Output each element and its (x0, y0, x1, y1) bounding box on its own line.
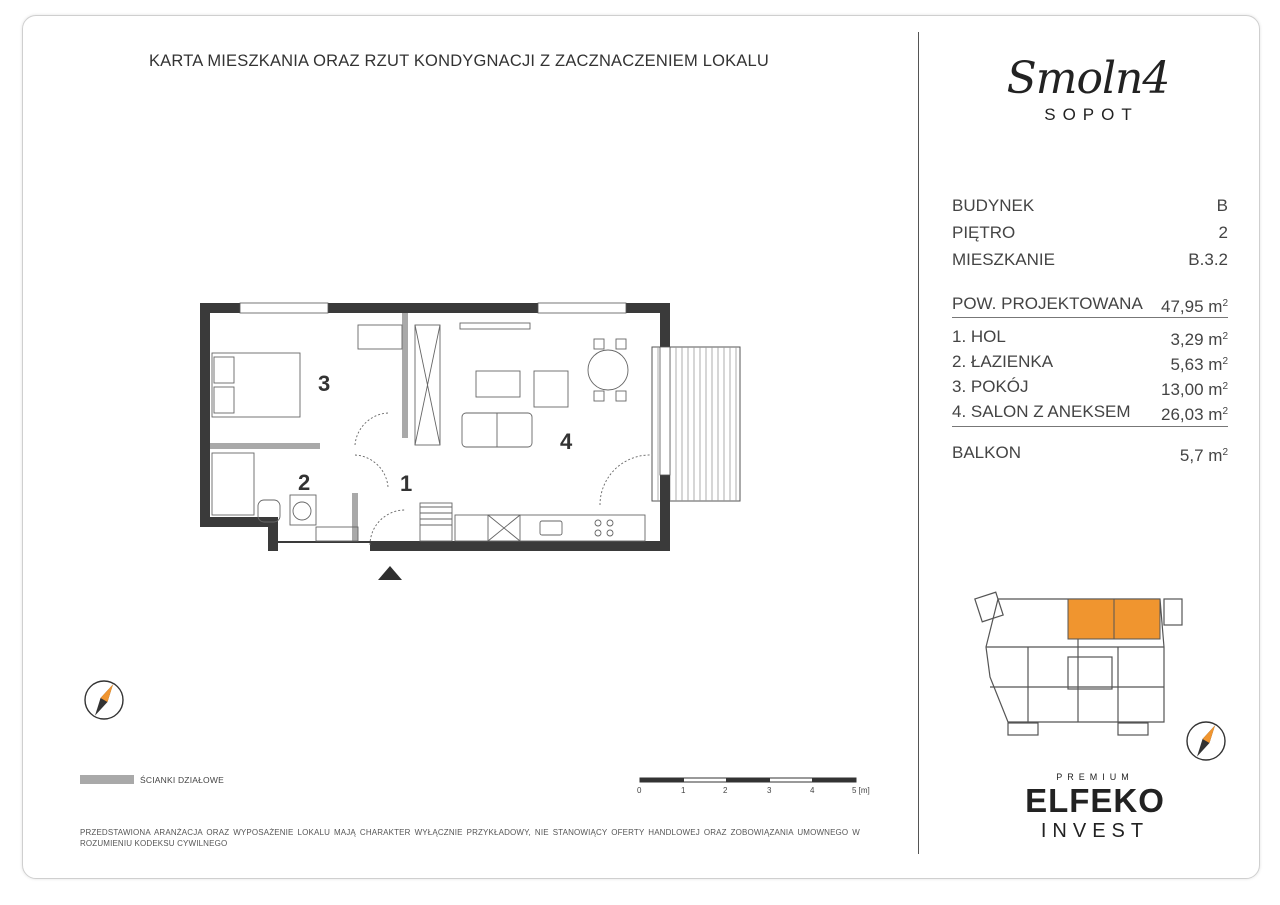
building-label: BUDYNEK (952, 196, 1035, 215)
room-number-2: 2 (298, 470, 311, 495)
floor-label: PIĘTRO (952, 223, 1016, 242)
info-row-building (952, 192, 1228, 219)
kitchen-counter (455, 515, 645, 541)
room-2-label: 2. ŁAZIENKA (952, 352, 1054, 371)
dining-table (588, 350, 628, 390)
room-3-value: 13,00 $m^2$ (1161, 380, 1228, 399)
flat-info (952, 192, 1228, 273)
floor-value: 2 (1218, 223, 1228, 242)
building-key-plan (968, 587, 1188, 747)
area-summary (952, 290, 1228, 466)
compass-icon (82, 678, 126, 722)
info-row-floor (952, 219, 1228, 246)
room-1-value: 3,29 $m^2$ (1170, 330, 1228, 349)
room-4-value: 26,03 $m^2$ (1161, 405, 1228, 424)
balcony-value: 5,7 $m^2$ (1179, 446, 1228, 465)
room-number-1: 1 (400, 471, 413, 496)
balcony-row (952, 439, 1228, 466)
room-row-4 (952, 399, 1228, 424)
room-row-1 (952, 324, 1228, 349)
compass-icon (1184, 719, 1228, 763)
info-row-area (952, 290, 1228, 317)
company-invest: INVEST (1040, 820, 1150, 842)
area-label: POW. PROJEKTOWANA (952, 294, 1143, 313)
bed (212, 353, 300, 417)
room-1-label: 1. HOL (952, 327, 1006, 346)
vertical-divider (918, 32, 919, 854)
scale-tick-3: 3 (767, 786, 772, 795)
brand-script-name: Smoln4 (1006, 53, 1170, 104)
scale-tick-1: 1 (681, 786, 686, 795)
partition-legend-swatch (80, 775, 134, 784)
floor-plan (190, 295, 750, 590)
building-value: B (1216, 196, 1228, 215)
partition-legend-label: ŚCIANKI DZIAŁOWE (140, 775, 224, 785)
brand-logo (918, 55, 1258, 125)
scale-bar (630, 776, 880, 800)
room-2-value: 5,63 $m^2$ (1170, 355, 1228, 374)
balcony-label: BALKON (952, 443, 1021, 462)
page-title: KARTA MIESZKANIA ORAZ RZUT KONDYGNACJI Z ZACZNACZENIEM LOKALU (148, 52, 770, 70)
company-logo (1000, 772, 1190, 842)
area-value: 47,95 $m^2$ (1161, 297, 1228, 316)
flat-value: B.3.2 (1188, 250, 1228, 269)
company-name: ELFEKO (1025, 782, 1165, 819)
flat-label: MIESZKANIE (952, 250, 1055, 269)
company-premium: PREMIUM (1056, 772, 1134, 782)
room-number-3: 3 (318, 371, 331, 396)
room-number-4: 4 (560, 429, 573, 454)
scale-tick-0: 0 (637, 786, 642, 795)
brand-city: SOPOT (1044, 105, 1139, 124)
scale-tick-4: 4 (810, 786, 815, 795)
scale-tick-2: 2 (723, 786, 728, 795)
outer-walls (200, 303, 670, 551)
disclaimer: PRZEDSTAWIONA ARANŻACJA ORAZ WYPOSAŻENIE LOKALU MAJĄ CHARAKTER WYŁĄCZNIE PRZYKŁADOWY, NIE STANOWIĄCY OFERTY HANDLOWEJ ORAZ ZOBOWIĄZANIA UMOWNEGO W ROZUMIENIU KODEKSU CYWILNEGO (80, 828, 860, 848)
bathtub (212, 453, 254, 515)
entrance-arrow (378, 566, 402, 580)
room-3-label: 3. POKÓJ (952, 377, 1029, 396)
room-4-label: 4. SALON Z ANEKSEM (952, 402, 1131, 421)
room-row-3 (952, 374, 1228, 399)
scale-tick-5: 5 [m] (852, 786, 870, 795)
room-row-2 (952, 349, 1228, 374)
info-row-flat (952, 246, 1228, 273)
